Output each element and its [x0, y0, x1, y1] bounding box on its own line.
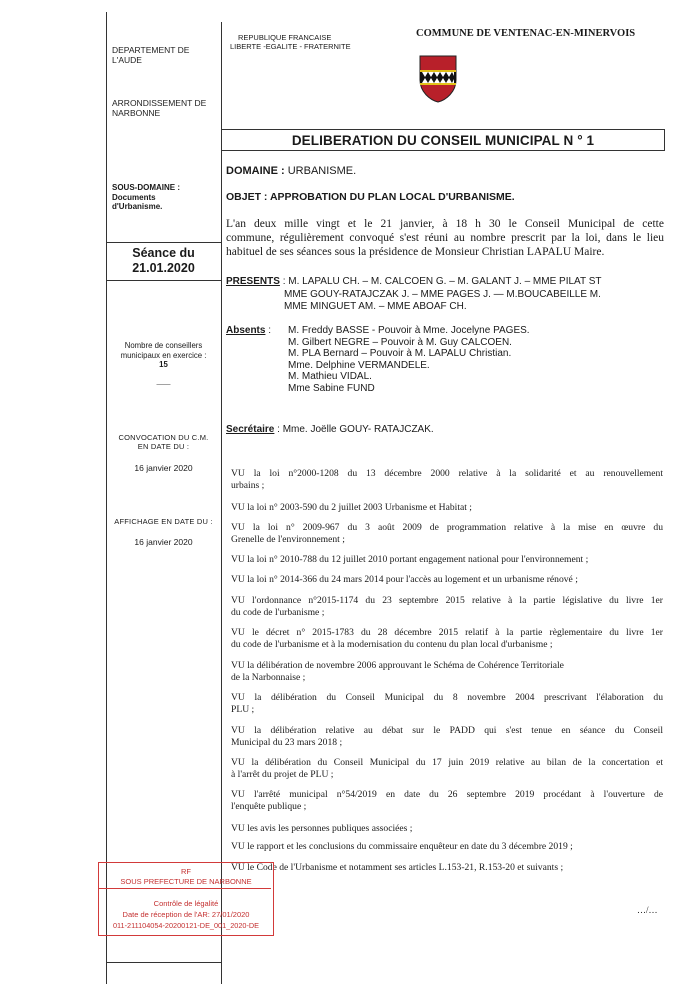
list-item: M. Gilbert NEGRE – Pouvoir à M. Guy CALCOEN. [288, 336, 512, 348]
absents-list [288, 325, 530, 394]
vu-item: VU la délibération du Conseil Municipal du 8 novembre 2004 prescrivant l'élaboration du PLU ; [231, 692, 663, 715]
sous-domaine: SOUS-DOMAINE : Documents d'Urbanisme. [112, 183, 180, 211]
list-item: M. Mathieu VIDAL. [288, 371, 372, 382]
continuation-mark: …/… [637, 905, 658, 915]
list-item: Mme Sabine FUND [288, 382, 375, 394]
convocation-date: 16 janvier 2020 [134, 463, 193, 473]
list-item: Mme. Delphine VERMANDELE. [288, 359, 430, 371]
legality-stamp [98, 862, 274, 936]
objet-label: OBJET : [226, 191, 268, 203]
separator-dash: —— [156, 381, 171, 388]
coat-of-arms-icon [418, 54, 458, 104]
objet-value: APPROBATION DU PLAN LOCAL D'URBANISME. [267, 191, 515, 203]
bottom-line [106, 962, 221, 963]
conseillers-count: Nombre de conseillers municipaux en exercice : 15 [120, 341, 207, 369]
absents-label: Absents [226, 325, 266, 336]
vu-item: VU la délibération relative au débat sur le PADD qui s'est tenue en séance du Conseil Municipal du 23 mars 2018 ; [231, 725, 663, 748]
absents-label-row: Absents : [226, 325, 272, 336]
affichage-date: 16 janvier 2020 [134, 537, 193, 547]
secretaire-line: Secrétaire : Mme. Joëlle GOUY- RATAJCZAK. [226, 424, 434, 435]
stamp-reception-date: Date de réception de l'AR: 27/01/2020 [122, 910, 250, 919]
vu-item: VU les avis les personnes publiques associées ; [231, 823, 413, 834]
commune-name: COMMUNE DE VENTENAC-EN-MINERVOIS [416, 28, 636, 39]
arrondissement: ARRONDISSEMENT DE NARBONNE [112, 98, 207, 118]
stamp-rf: RF [181, 867, 191, 876]
domaine-value: URBANISME. [284, 165, 357, 177]
republic-header: REPUBLIQUE FRANCAISE LIBERTE -EGALITE - FRATERNITE [230, 33, 351, 51]
title-top-line [221, 129, 665, 130]
left-frame-line [106, 12, 107, 984]
vu-item: VU la loi n° 2003-590 du 2 juillet 2003 Urbanisme et Habitat ; [231, 502, 472, 513]
vu-item: VU la loi n° 2014-366 du 24 mars 2014 pour l'accès au logement et un urbanisme rénové ; [231, 574, 578, 585]
objet-line [226, 191, 515, 203]
domaine-line [226, 165, 356, 177]
list-item: M. PLA Bernard – Pouvoir à M. LAPALU Christian. [288, 348, 512, 359]
affichage-label: AFFICHAGE EN DATE DU : [114, 517, 213, 526]
intro-paragraph: L'an deux mille vingt et le 21 janvier, à 18 h 30 le Conseil Municipal de cette commune, régulièrement convoqué s'est réuni au nombre prescrit par la loi, dans le lieu habituel de ses séances sous la présidence de Monsieur Christian LAPALU Maire. [226, 218, 664, 258]
vu-item: VU le rapport et les conclusions du commissaire enquêteur en date du 3 décembre 2019 ; [231, 841, 573, 852]
presents-block: PRESENTS : M. LAPALU CH. – M. CALCOEN G. – M. GALANT J. – MME PILAT ST MME GOUY-RATAJCZAK J. – MME PAGES J. — M.BOUCABEILLE M. MME MINGUET AM. – MME ABOAF CH. [226, 276, 602, 312]
vu-item: VU la loi n° 2010-788 du 12 juillet 2010 portant engagement national pour l'environnement ; [231, 554, 589, 565]
title-bottom-line [221, 150, 665, 151]
departement: DEPARTEMENT DE L'AUDE [112, 45, 190, 65]
vu-item: VU la loi n°2000-1208 du 13 décembre 2000 relative à la solidarité et au renouvellement urbains ; [231, 468, 663, 491]
domaine-label: DOMAINE : [226, 165, 285, 177]
deliberation-title: DELIBERATION DU CONSEIL MUNICIPAL N ° 1 [291, 133, 595, 148]
stamp-reference: 011-211104054-20200121-DE_001_2020-DE [112, 921, 260, 930]
presents-label: PRESENTS [226, 276, 280, 287]
seance-bottom-line [106, 280, 221, 281]
vu-item: VU le décret n° 2015-1783 du 28 décembre 2015 relatif à la partie règlementaire du livre 1er du code de l'urbanisme et à la modernisation du contenu du plan local d'urbanisme ; [231, 627, 663, 650]
vu-item: VU la délibération du Conseil Municipal du 17 juin 2019 relative au bilan de la concertation et à l'arrêt du projet de PLU ; [231, 757, 663, 780]
vu-item: VU la loi n° 2009-967 du 3 août 2009 de programmation relative à la mise en œuvre du Grenelle de l'environnement ; [231, 522, 663, 545]
column-divider-line [221, 22, 222, 984]
seance-date: Séance du 21.01.2020 [132, 246, 195, 275]
stamp-prefecture: SOUS PREFECTURE DE NARBONNE [120, 877, 252, 886]
convocation-label: CONVOCATION DU C.M. EN DATE DU : [118, 433, 209, 451]
seance-top-line [106, 242, 221, 243]
list-item: M. Freddy BASSE - Pouvoir à Mme. Jocelyne PAGES. [288, 325, 530, 336]
vu-item: VU l'ordonnance n°2015-1174 du 23 septembre 2015 relative à la partie législative du livre 1er du code de l'urbanisme ; [231, 595, 663, 618]
vu-item: VU l'arrêté municipal n°54/2019 en date du 26 septembre 2019 procédant à l'ouverture de l'enquête publique ; [231, 789, 663, 812]
vu-item: VU la délibération de novembre 2006 approuvant le Schéma de Cohérence Territoriale de la Narbonnaise ; [231, 660, 564, 683]
stamp-controle: Contrôle de légalité [153, 899, 219, 908]
secretaire-label: Secrétaire [226, 424, 275, 435]
vu-item: VU le Code de l'Urbanisme et notamment ses articles L.153-21, R.153-20 et suivants ; [231, 862, 564, 873]
